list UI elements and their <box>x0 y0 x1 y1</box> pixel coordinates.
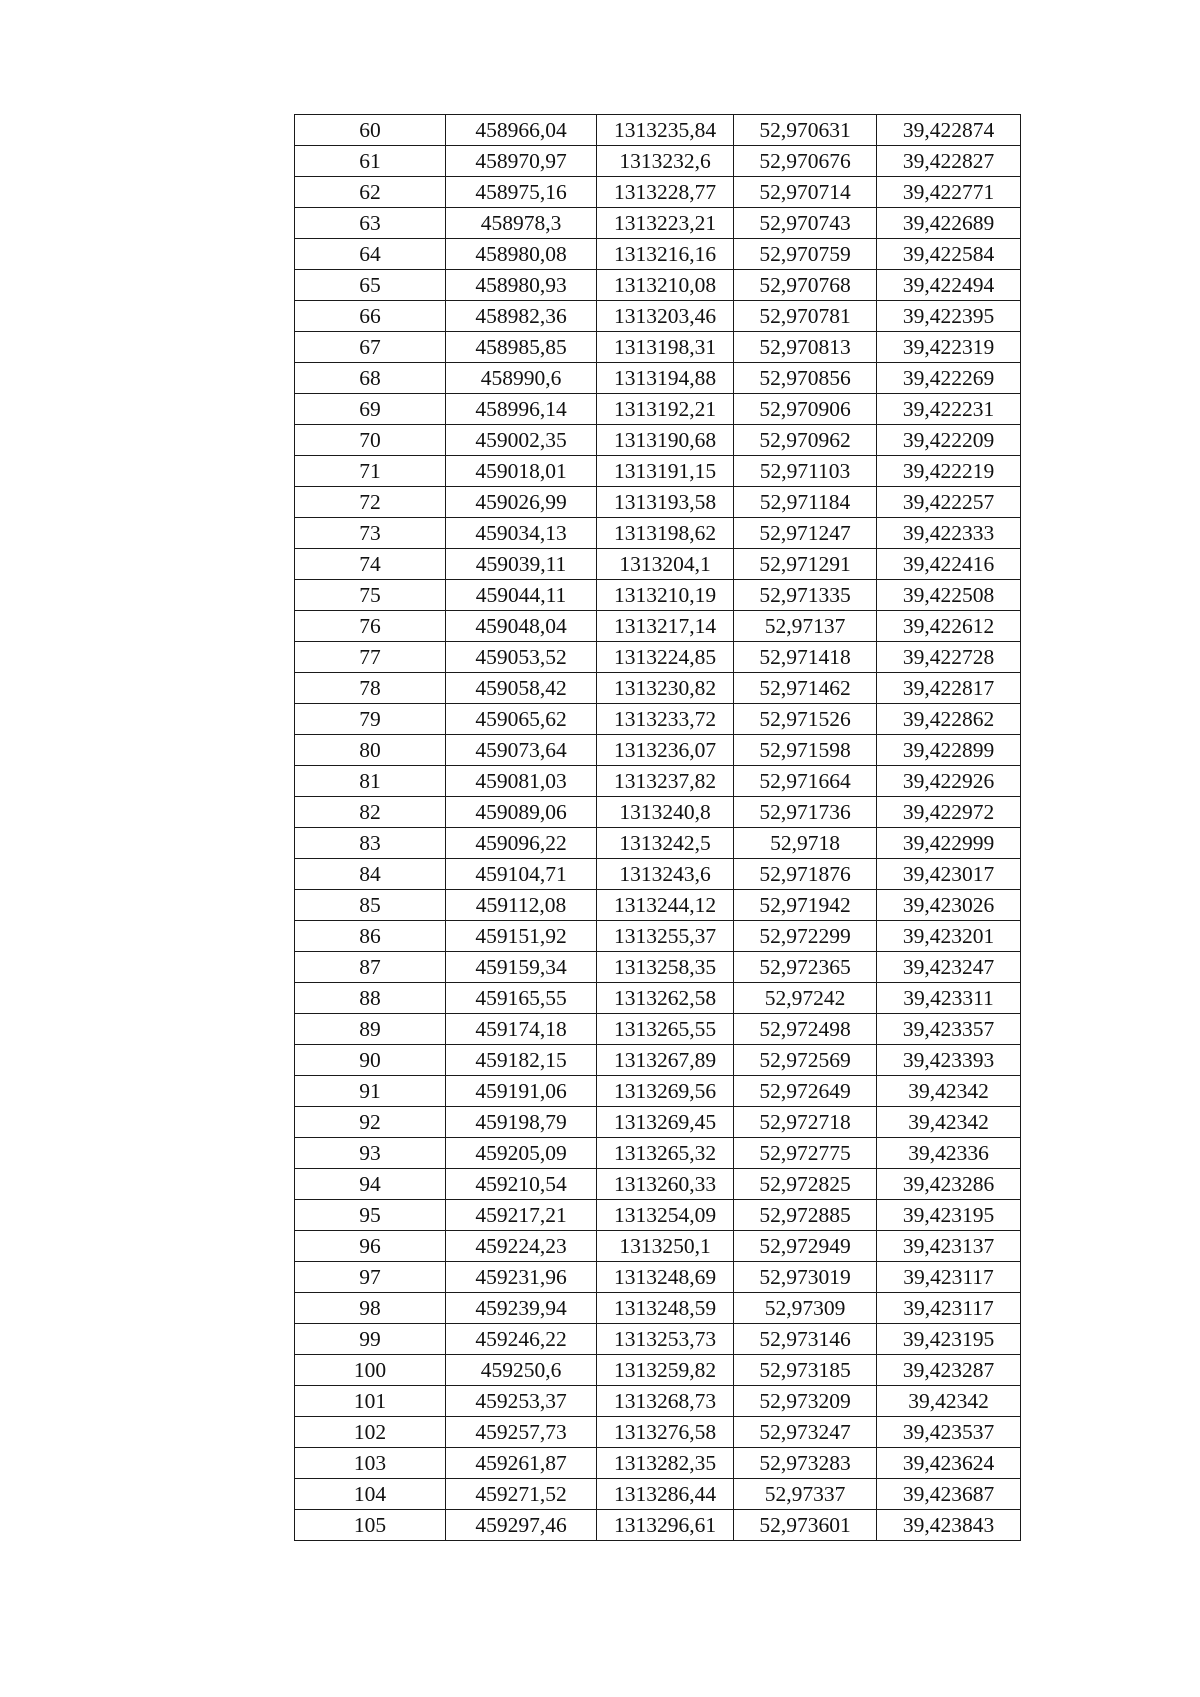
y-coordinate-cell: 1313269,56 <box>597 1076 734 1107</box>
table-row <box>295 952 1021 983</box>
x-coordinate-cell: 458975,16 <box>446 177 597 208</box>
x-coordinate-cell: 459048,04 <box>446 611 597 642</box>
longitude-cell: 39,422231 <box>877 394 1021 425</box>
x-coordinate-cell: 459174,18 <box>446 1014 597 1045</box>
table-row <box>295 208 1021 239</box>
y-coordinate-cell: 1313210,19 <box>597 580 734 611</box>
longitude-cell: 39,42336 <box>877 1138 1021 1169</box>
latitude-cell: 52,972885 <box>734 1200 877 1231</box>
longitude-cell: 39,423843 <box>877 1510 1021 1541</box>
table-row <box>295 1293 1021 1324</box>
y-coordinate-cell: 1313286,44 <box>597 1479 734 1510</box>
table-row <box>295 580 1021 611</box>
latitude-cell: 52,97137 <box>734 611 877 642</box>
table-row <box>295 1510 1021 1541</box>
x-coordinate-cell: 459039,11 <box>446 549 597 580</box>
x-coordinate-cell: 459217,21 <box>446 1200 597 1231</box>
table-row <box>295 456 1021 487</box>
point-number-cell: 73 <box>295 518 446 549</box>
x-coordinate-cell: 459073,64 <box>446 735 597 766</box>
x-coordinate-cell: 459210,54 <box>446 1169 597 1200</box>
table-row <box>295 332 1021 363</box>
table-row <box>295 642 1021 673</box>
point-number-cell: 90 <box>295 1045 446 1076</box>
y-coordinate-cell: 1313259,82 <box>597 1355 734 1386</box>
point-number-cell: 63 <box>295 208 446 239</box>
x-coordinate-cell: 459058,42 <box>446 673 597 704</box>
y-coordinate-cell: 1313265,32 <box>597 1138 734 1169</box>
latitude-cell: 52,972775 <box>734 1138 877 1169</box>
longitude-cell: 39,422319 <box>877 332 1021 363</box>
table-row <box>295 828 1021 859</box>
point-number-cell: 80 <box>295 735 446 766</box>
table-row <box>295 1262 1021 1293</box>
longitude-cell: 39,422612 <box>877 611 1021 642</box>
longitude-cell: 39,423393 <box>877 1045 1021 1076</box>
latitude-cell: 52,97242 <box>734 983 877 1014</box>
y-coordinate-cell: 1313235,84 <box>597 115 734 146</box>
point-number-cell: 62 <box>295 177 446 208</box>
point-number-cell: 82 <box>295 797 446 828</box>
latitude-cell: 52,973019 <box>734 1262 877 1293</box>
point-number-cell: 94 <box>295 1169 446 1200</box>
latitude-cell: 52,970768 <box>734 270 877 301</box>
longitude-cell: 39,422209 <box>877 425 1021 456</box>
y-coordinate-cell: 1313276,58 <box>597 1417 734 1448</box>
latitude-cell: 52,971664 <box>734 766 877 797</box>
point-number-cell: 98 <box>295 1293 446 1324</box>
x-coordinate-cell: 459246,22 <box>446 1324 597 1355</box>
x-coordinate-cell: 458978,3 <box>446 208 597 239</box>
y-coordinate-cell: 1313260,33 <box>597 1169 734 1200</box>
table-row <box>295 1107 1021 1138</box>
x-coordinate-cell: 458980,93 <box>446 270 597 301</box>
y-coordinate-cell: 1313267,89 <box>597 1045 734 1076</box>
longitude-cell: 39,422219 <box>877 456 1021 487</box>
x-coordinate-cell: 459089,06 <box>446 797 597 828</box>
point-number-cell: 68 <box>295 363 446 394</box>
table-row <box>295 363 1021 394</box>
longitude-cell: 39,42342 <box>877 1107 1021 1138</box>
latitude-cell: 52,971876 <box>734 859 877 890</box>
longitude-cell: 39,423026 <box>877 890 1021 921</box>
point-number-cell: 103 <box>295 1448 446 1479</box>
y-coordinate-cell: 1313193,58 <box>597 487 734 518</box>
latitude-cell: 52,971184 <box>734 487 877 518</box>
longitude-cell: 39,422257 <box>877 487 1021 518</box>
latitude-cell: 52,972949 <box>734 1231 877 1262</box>
point-number-cell: 64 <box>295 239 446 270</box>
table-row <box>295 983 1021 1014</box>
point-number-cell: 104 <box>295 1479 446 1510</box>
y-coordinate-cell: 1313198,31 <box>597 332 734 363</box>
x-coordinate-cell: 459250,6 <box>446 1355 597 1386</box>
x-coordinate-cell: 459081,03 <box>446 766 597 797</box>
table-row <box>295 394 1021 425</box>
x-coordinate-cell: 459002,35 <box>446 425 597 456</box>
x-coordinate-cell: 459297,46 <box>446 1510 597 1541</box>
x-coordinate-cell: 459104,71 <box>446 859 597 890</box>
point-number-cell: 87 <box>295 952 446 983</box>
longitude-cell: 39,422494 <box>877 270 1021 301</box>
y-coordinate-cell: 1313269,45 <box>597 1107 734 1138</box>
y-coordinate-cell: 1313198,62 <box>597 518 734 549</box>
coordinates-table-body <box>295 115 1021 1541</box>
point-number-cell: 89 <box>295 1014 446 1045</box>
table-row <box>295 1355 1021 1386</box>
point-number-cell: 71 <box>295 456 446 487</box>
y-coordinate-cell: 1313217,14 <box>597 611 734 642</box>
point-number-cell: 66 <box>295 301 446 332</box>
latitude-cell: 52,970813 <box>734 332 877 363</box>
latitude-cell: 52,973247 <box>734 1417 877 1448</box>
latitude-cell: 52,97337 <box>734 1479 877 1510</box>
latitude-cell: 52,970781 <box>734 301 877 332</box>
x-coordinate-cell: 459231,96 <box>446 1262 597 1293</box>
y-coordinate-cell: 1313230,82 <box>597 673 734 704</box>
latitude-cell: 52,971526 <box>734 704 877 735</box>
longitude-cell: 39,423195 <box>877 1200 1021 1231</box>
table-row <box>295 1448 1021 1479</box>
longitude-cell: 39,423117 <box>877 1293 1021 1324</box>
x-coordinate-cell: 458980,08 <box>446 239 597 270</box>
y-coordinate-cell: 1313192,21 <box>597 394 734 425</box>
coordinates-table <box>294 114 1021 1541</box>
latitude-cell: 52,973283 <box>734 1448 877 1479</box>
latitude-cell: 52,970856 <box>734 363 877 394</box>
longitude-cell: 39,423137 <box>877 1231 1021 1262</box>
point-number-cell: 101 <box>295 1386 446 1417</box>
x-coordinate-cell: 459159,34 <box>446 952 597 983</box>
table-row <box>295 921 1021 952</box>
point-number-cell: 70 <box>295 425 446 456</box>
x-coordinate-cell: 459165,55 <box>446 983 597 1014</box>
point-number-cell: 97 <box>295 1262 446 1293</box>
point-number-cell: 81 <box>295 766 446 797</box>
point-number-cell: 86 <box>295 921 446 952</box>
x-coordinate-cell: 458990,6 <box>446 363 597 394</box>
point-number-cell: 93 <box>295 1138 446 1169</box>
longitude-cell: 39,423624 <box>877 1448 1021 1479</box>
x-coordinate-cell: 459151,92 <box>446 921 597 952</box>
longitude-cell: 39,423117 <box>877 1262 1021 1293</box>
x-coordinate-cell: 458982,36 <box>446 301 597 332</box>
table-row <box>295 735 1021 766</box>
latitude-cell: 52,971247 <box>734 518 877 549</box>
x-coordinate-cell: 459191,06 <box>446 1076 597 1107</box>
table-row <box>295 1324 1021 1355</box>
y-coordinate-cell: 1313254,09 <box>597 1200 734 1231</box>
longitude-cell: 39,423287 <box>877 1355 1021 1386</box>
y-coordinate-cell: 1313194,88 <box>597 363 734 394</box>
longitude-cell: 39,42342 <box>877 1076 1021 1107</box>
latitude-cell: 52,972718 <box>734 1107 877 1138</box>
longitude-cell: 39,422827 <box>877 146 1021 177</box>
latitude-cell: 52,972569 <box>734 1045 877 1076</box>
table-row <box>295 1386 1021 1417</box>
y-coordinate-cell: 1313237,82 <box>597 766 734 797</box>
table-row <box>295 301 1021 332</box>
y-coordinate-cell: 1313282,35 <box>597 1448 734 1479</box>
table-row <box>295 518 1021 549</box>
longitude-cell: 39,422874 <box>877 115 1021 146</box>
longitude-cell: 39,422508 <box>877 580 1021 611</box>
longitude-cell: 39,422689 <box>877 208 1021 239</box>
table-row <box>295 1138 1021 1169</box>
table-row <box>295 1076 1021 1107</box>
latitude-cell: 52,970962 <box>734 425 877 456</box>
point-number-cell: 99 <box>295 1324 446 1355</box>
y-coordinate-cell: 1313244,12 <box>597 890 734 921</box>
latitude-cell: 52,970631 <box>734 115 877 146</box>
point-number-cell: 91 <box>295 1076 446 1107</box>
point-number-cell: 78 <box>295 673 446 704</box>
y-coordinate-cell: 1313204,1 <box>597 549 734 580</box>
y-coordinate-cell: 1313250,1 <box>597 1231 734 1262</box>
x-coordinate-cell: 459257,73 <box>446 1417 597 1448</box>
table-row <box>295 239 1021 270</box>
x-coordinate-cell: 459239,94 <box>446 1293 597 1324</box>
point-number-cell: 67 <box>295 332 446 363</box>
x-coordinate-cell: 459034,13 <box>446 518 597 549</box>
longitude-cell: 39,422333 <box>877 518 1021 549</box>
table-row <box>295 425 1021 456</box>
longitude-cell: 39,423195 <box>877 1324 1021 1355</box>
latitude-cell: 52,971335 <box>734 580 877 611</box>
point-number-cell: 100 <box>295 1355 446 1386</box>
point-number-cell: 83 <box>295 828 446 859</box>
latitude-cell: 52,971736 <box>734 797 877 828</box>
y-coordinate-cell: 1313253,73 <box>597 1324 734 1355</box>
table-row <box>295 611 1021 642</box>
latitude-cell: 52,970759 <box>734 239 877 270</box>
table-row <box>295 549 1021 580</box>
y-coordinate-cell: 1313236,07 <box>597 735 734 766</box>
longitude-cell: 39,423311 <box>877 983 1021 1014</box>
longitude-cell: 39,423687 <box>877 1479 1021 1510</box>
x-coordinate-cell: 459271,52 <box>446 1479 597 1510</box>
table-row <box>295 1045 1021 1076</box>
point-number-cell: 84 <box>295 859 446 890</box>
x-coordinate-cell: 459026,99 <box>446 487 597 518</box>
point-number-cell: 75 <box>295 580 446 611</box>
longitude-cell: 39,423537 <box>877 1417 1021 1448</box>
longitude-cell: 39,422416 <box>877 549 1021 580</box>
longitude-cell: 39,422999 <box>877 828 1021 859</box>
x-coordinate-cell: 459096,22 <box>446 828 597 859</box>
table-row <box>295 1200 1021 1231</box>
latitude-cell: 52,973209 <box>734 1386 877 1417</box>
table-row <box>295 487 1021 518</box>
longitude-cell: 39,422817 <box>877 673 1021 704</box>
table-row <box>295 1014 1021 1045</box>
latitude-cell: 52,973146 <box>734 1324 877 1355</box>
table-row <box>295 859 1021 890</box>
latitude-cell: 52,970906 <box>734 394 877 425</box>
point-number-cell: 72 <box>295 487 446 518</box>
latitude-cell: 52,972299 <box>734 921 877 952</box>
point-number-cell: 77 <box>295 642 446 673</box>
latitude-cell: 52,970743 <box>734 208 877 239</box>
x-coordinate-cell: 459182,15 <box>446 1045 597 1076</box>
latitude-cell: 52,971598 <box>734 735 877 766</box>
table-row <box>295 1231 1021 1262</box>
point-number-cell: 92 <box>295 1107 446 1138</box>
x-coordinate-cell: 459224,23 <box>446 1231 597 1262</box>
latitude-cell: 52,973601 <box>734 1510 877 1541</box>
x-coordinate-cell: 458985,85 <box>446 332 597 363</box>
longitude-cell: 39,422899 <box>877 735 1021 766</box>
latitude-cell: 52,971462 <box>734 673 877 704</box>
x-coordinate-cell: 459112,08 <box>446 890 597 921</box>
longitude-cell: 39,422269 <box>877 363 1021 394</box>
latitude-cell: 52,972365 <box>734 952 877 983</box>
y-coordinate-cell: 1313191,15 <box>597 456 734 487</box>
latitude-cell: 52,971418 <box>734 642 877 673</box>
y-coordinate-cell: 1313248,69 <box>597 1262 734 1293</box>
y-coordinate-cell: 1313258,35 <box>597 952 734 983</box>
point-number-cell: 88 <box>295 983 446 1014</box>
table-row <box>295 766 1021 797</box>
longitude-cell: 39,423357 <box>877 1014 1021 1045</box>
point-number-cell: 69 <box>295 394 446 425</box>
point-number-cell: 65 <box>295 270 446 301</box>
latitude-cell: 52,9718 <box>734 828 877 859</box>
y-coordinate-cell: 1313248,59 <box>597 1293 734 1324</box>
y-coordinate-cell: 1313243,6 <box>597 859 734 890</box>
y-coordinate-cell: 1313255,37 <box>597 921 734 952</box>
point-number-cell: 60 <box>295 115 446 146</box>
point-number-cell: 79 <box>295 704 446 735</box>
table-row <box>295 270 1021 301</box>
latitude-cell: 52,971942 <box>734 890 877 921</box>
latitude-cell: 52,971291 <box>734 549 877 580</box>
longitude-cell: 39,422862 <box>877 704 1021 735</box>
point-number-cell: 85 <box>295 890 446 921</box>
x-coordinate-cell: 459044,11 <box>446 580 597 611</box>
table-row <box>295 115 1021 146</box>
longitude-cell: 39,422926 <box>877 766 1021 797</box>
latitude-cell: 52,972825 <box>734 1169 877 1200</box>
point-number-cell: 76 <box>295 611 446 642</box>
table-row <box>295 1479 1021 1510</box>
x-coordinate-cell: 458996,14 <box>446 394 597 425</box>
y-coordinate-cell: 1313224,85 <box>597 642 734 673</box>
latitude-cell: 52,971103 <box>734 456 877 487</box>
point-number-cell: 95 <box>295 1200 446 1231</box>
table-row <box>295 673 1021 704</box>
latitude-cell: 52,97309 <box>734 1293 877 1324</box>
y-coordinate-cell: 1313233,72 <box>597 704 734 735</box>
x-coordinate-cell: 459205,09 <box>446 1138 597 1169</box>
longitude-cell: 39,422728 <box>877 642 1021 673</box>
x-coordinate-cell: 459261,87 <box>446 1448 597 1479</box>
table-row <box>295 146 1021 177</box>
point-number-cell: 96 <box>295 1231 446 1262</box>
longitude-cell: 39,42342 <box>877 1386 1021 1417</box>
y-coordinate-cell: 1313240,8 <box>597 797 734 828</box>
y-coordinate-cell: 1313232,6 <box>597 146 734 177</box>
table-row <box>295 797 1021 828</box>
table-row <box>295 890 1021 921</box>
y-coordinate-cell: 1313223,21 <box>597 208 734 239</box>
longitude-cell: 39,422771 <box>877 177 1021 208</box>
y-coordinate-cell: 1313190,68 <box>597 425 734 456</box>
latitude-cell: 52,970714 <box>734 177 877 208</box>
latitude-cell: 52,972498 <box>734 1014 877 1045</box>
x-coordinate-cell: 459198,79 <box>446 1107 597 1138</box>
y-coordinate-cell: 1313228,77 <box>597 177 734 208</box>
point-number-cell: 61 <box>295 146 446 177</box>
x-coordinate-cell: 458966,04 <box>446 115 597 146</box>
x-coordinate-cell: 458970,97 <box>446 146 597 177</box>
longitude-cell: 39,422584 <box>877 239 1021 270</box>
y-coordinate-cell: 1313262,58 <box>597 983 734 1014</box>
latitude-cell: 52,973185 <box>734 1355 877 1386</box>
y-coordinate-cell: 1313210,08 <box>597 270 734 301</box>
table-row <box>295 1417 1021 1448</box>
latitude-cell: 52,970676 <box>734 146 877 177</box>
table-row <box>295 177 1021 208</box>
y-coordinate-cell: 1313296,61 <box>597 1510 734 1541</box>
latitude-cell: 52,972649 <box>734 1076 877 1107</box>
x-coordinate-cell: 459065,62 <box>446 704 597 735</box>
point-number-cell: 102 <box>295 1417 446 1448</box>
y-coordinate-cell: 1313203,46 <box>597 301 734 332</box>
table-row <box>295 704 1021 735</box>
y-coordinate-cell: 1313268,73 <box>597 1386 734 1417</box>
x-coordinate-cell: 459018,01 <box>446 456 597 487</box>
point-number-cell: 105 <box>295 1510 446 1541</box>
y-coordinate-cell: 1313265,55 <box>597 1014 734 1045</box>
longitude-cell: 39,422395 <box>877 301 1021 332</box>
x-coordinate-cell: 459253,37 <box>446 1386 597 1417</box>
longitude-cell: 39,422972 <box>877 797 1021 828</box>
longitude-cell: 39,423201 <box>877 921 1021 952</box>
longitude-cell: 39,423247 <box>877 952 1021 983</box>
y-coordinate-cell: 1313242,5 <box>597 828 734 859</box>
point-number-cell: 74 <box>295 549 446 580</box>
y-coordinate-cell: 1313216,16 <box>597 239 734 270</box>
table-row <box>295 1169 1021 1200</box>
longitude-cell: 39,423017 <box>877 859 1021 890</box>
x-coordinate-cell: 459053,52 <box>446 642 597 673</box>
longitude-cell: 39,423286 <box>877 1169 1021 1200</box>
